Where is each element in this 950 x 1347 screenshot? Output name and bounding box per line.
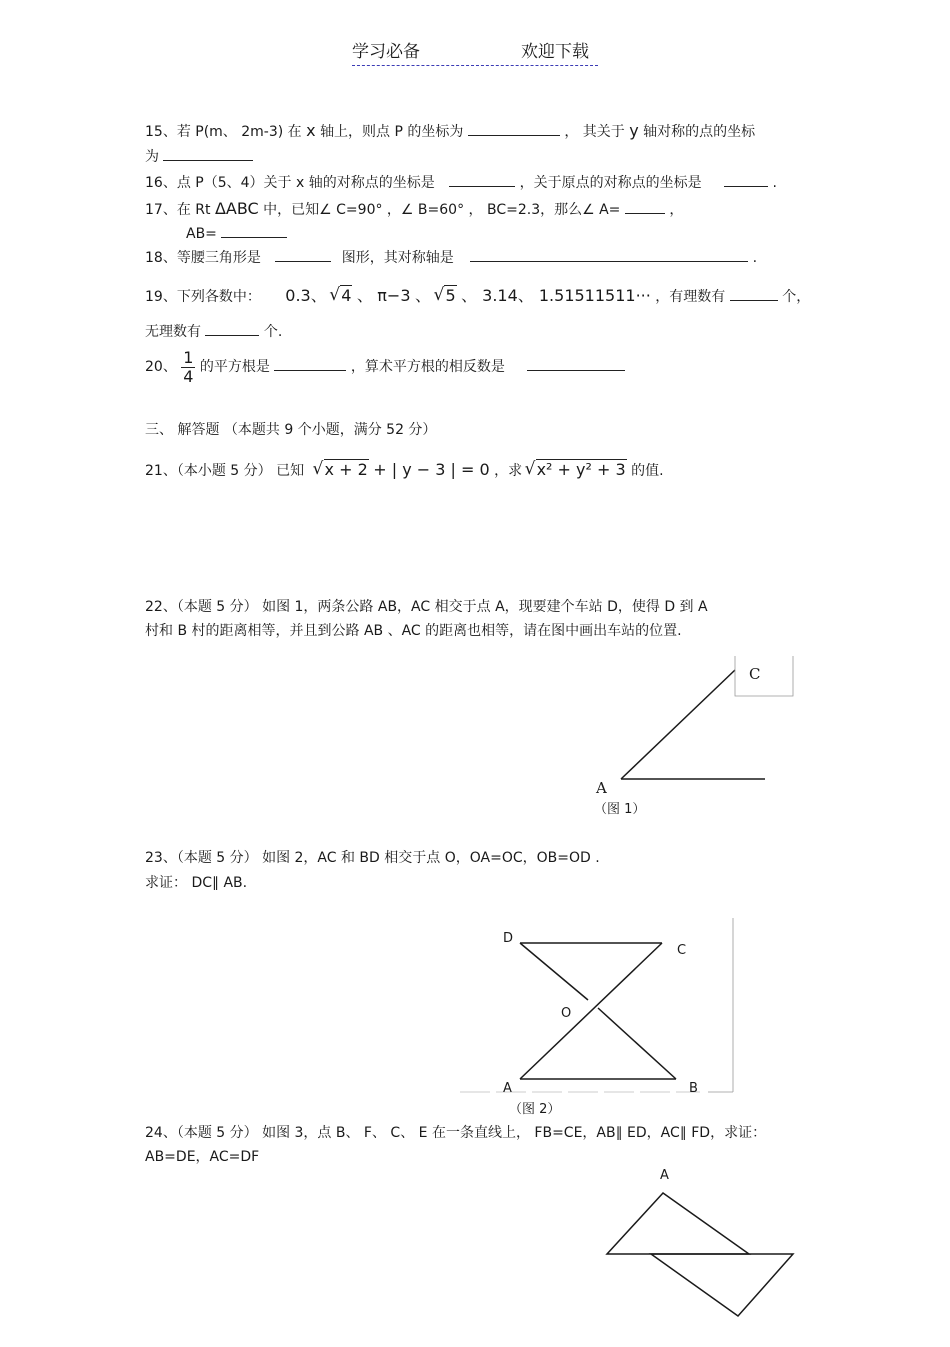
question-16: 16、点 P（5、4）关于 x 轴的对称点的坐标是 ，关于原点的对称点的坐标是 .	[145, 172, 777, 192]
label-b: B	[689, 1081, 698, 1096]
label-a: A	[503, 1081, 512, 1096]
fraction-one-quarter: $\frac{1}{4}$	[183, 347, 194, 386]
question-23-line1: 23、（本题 5 分） 如图 2，AC 和 BD 相交于点 O，OA=OC，OB=OD .	[145, 850, 600, 866]
label-c: C	[677, 943, 687, 958]
question-17-cont: AB=	[186, 223, 287, 243]
header-left: 学习必备	[352, 42, 420, 62]
label-o: O	[561, 1006, 572, 1021]
sqrt-x-plus-2: √ x + 2	[315, 461, 369, 479]
label-a: A	[660, 1168, 669, 1183]
question-24-line2: AB=DE，AC=DF	[145, 1149, 260, 1165]
question-17: 17、在 Rt ΔABC 中，已知∠ C=90° ，∠ B=60° ， BC=2.3，那么∠ A= ，	[145, 199, 684, 218]
sqrt-4: √ 4	[331, 287, 352, 305]
question-21: 21、（本小题 5 分） 已知 √ x + 2 + | y − 3 | = 0 ，求 √ x² + y² + 3 的值.	[145, 461, 664, 480]
question-18: 18、等腰三角形是 图形，其对称轴是 .	[145, 247, 757, 267]
figure-1-caption: （图 1）	[594, 802, 646, 817]
question-22-line2: 村和 B 村的距离相等，并且到公路 AB 、AC 的距离也相等，请在图中画出车站的位置.	[145, 623, 682, 639]
figure-2-caption: （图 2）	[509, 1102, 561, 1117]
triangle-def	[651, 1254, 793, 1316]
question-20: 20、 $\frac{1}{4}$ 的平方根是 ，算术平方根的相反数是	[145, 348, 625, 386]
section-3-heading: 三、 解答题 （本题共 9 个小题，满分 52 分）	[145, 422, 437, 438]
question-23-line2: 求证： DC∥ AB.	[145, 875, 248, 891]
sqrt-expression: √ x² + y² + 3	[527, 461, 627, 479]
header-right: 欢迎下载	[521, 42, 589, 62]
question-19: 19、下列各数中： 0.3、 √ 4 、 π−3 、 √ 5 、 3.14、 1.51511511··· ，有理数有 个，	[145, 286, 810, 306]
sqrt-5: √ 5	[435, 287, 456, 305]
question-19-cont: 无理数有 个.	[145, 321, 282, 341]
label-d: D	[503, 931, 514, 946]
label-c: C	[749, 665, 761, 683]
label-a: A	[596, 779, 607, 797]
question-22-line1: 22、（本题 5 分） 如图 1，两条公路 AB，AC 相交于点 A，现要建个车站 D，使得 D 到 A	[145, 599, 708, 615]
question-24-line1: 24、（本题 5 分） 如图 3，点 B、 F、 C、 E 在一条直线上， FB=CE，AB∥ ED，AC∥ FD，求证：	[145, 1125, 767, 1141]
question-15: 15、若 P(m、 2m-3) 在 x 轴上，则点 P 的坐标为 ， 其关于 y 轴对称的点的坐标	[145, 121, 756, 140]
triangle-abc	[607, 1193, 749, 1254]
question-15-cont: 为	[145, 146, 253, 166]
